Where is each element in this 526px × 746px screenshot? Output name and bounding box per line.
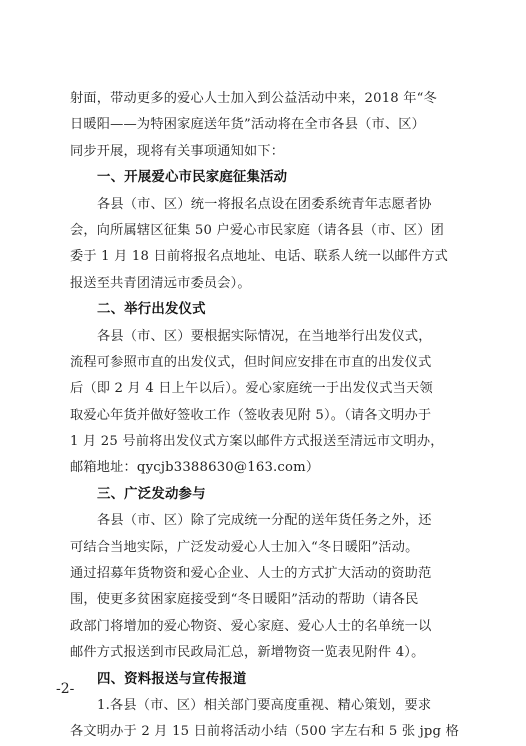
section-heading: 一、开展爱心市民家庭征集活动 xyxy=(97,170,288,186)
paragraph-line: 委于 1 月 18 日前将报名点地址、电话、联系人统一以邮件方式 xyxy=(70,249,449,265)
paragraph-line: 射面，带动更多的爱心人士加入到公益活动中来，2018 年“冬 xyxy=(70,91,437,106)
document-body xyxy=(70,86,462,746)
paragraph-line: 1.各县（市、区）相关部门要高度重视、精心策划，要求 xyxy=(97,697,432,713)
paragraph-line: 围，使更多贫困家庭接受到“冬日暖阳”活动的帮助（请各民 xyxy=(70,592,419,608)
paragraph-line: 同步开展，现将有关事项通知如下： xyxy=(70,143,285,159)
paragraph-line: 各文明办于 2 月 15 日前将活动小结（500 字左右和 5 张 jpg 格 xyxy=(70,724,459,740)
paragraph-line: 邮箱地址：qycjb3388630@163.com） xyxy=(70,460,320,476)
paragraph-line: 邮件方式报送到市民政局汇总，新增物资一览表见附件 4）。 xyxy=(70,645,425,661)
paragraph-line: 政部门将增加的爱心物资、爱心家庭、爱心人士的名单统一以 xyxy=(70,618,432,634)
paragraph-line: 可结合当地实际，广泛发动爱心人士加入“冬日暖阳”活动。 xyxy=(70,539,419,555)
paragraph-line: 各县（市、区）除了完成统一分配的送年货任务之外，还 xyxy=(97,513,432,529)
paragraph-line: 日暖阳——为特困家庭送年货”活动将在全市各县（市、区） xyxy=(70,117,426,133)
paragraph-line: 会，向所属辖区征集 50 户爱心市民家庭（请各县（市、区）团 xyxy=(70,222,445,238)
paragraph-line: 通过招募年货物资和爱心企业、人士的方式扩大活动的资助范 xyxy=(70,566,432,582)
paragraph-line: 取爱心年货并做好签收工作（签收表见附 5）。（请各文明办于 xyxy=(70,407,432,423)
paragraph-line: 1 月 25 号前将出发仪式方案以邮件方式报送至清远市文明办， xyxy=(70,434,444,450)
section-heading: 三、广泛发动参与 xyxy=(97,486,206,502)
paragraph-line: 各县（市、区）统一将报名点设在团委系统青年志愿者协 xyxy=(97,196,432,212)
paragraph-line: 各县（市、区）要根据实际情况，在当地举行出发仪式， xyxy=(97,328,432,344)
paragraph-line: 报送至共青团清远市委员会）。 xyxy=(70,275,251,291)
paragraph-line: 流程可参照市直的出发仪式，但时间应安排在市直的出发仪式 xyxy=(70,354,432,370)
paragraph-line: 后（即 2 月 4 日上午以后）。爱心家庭统一于出发仪式当天领 xyxy=(70,381,433,397)
page-number: -2- xyxy=(56,681,75,697)
section-heading: 四、资料报送与宣传报道 xyxy=(97,671,247,687)
section-heading: 二、举行出发仪式 xyxy=(97,302,206,318)
